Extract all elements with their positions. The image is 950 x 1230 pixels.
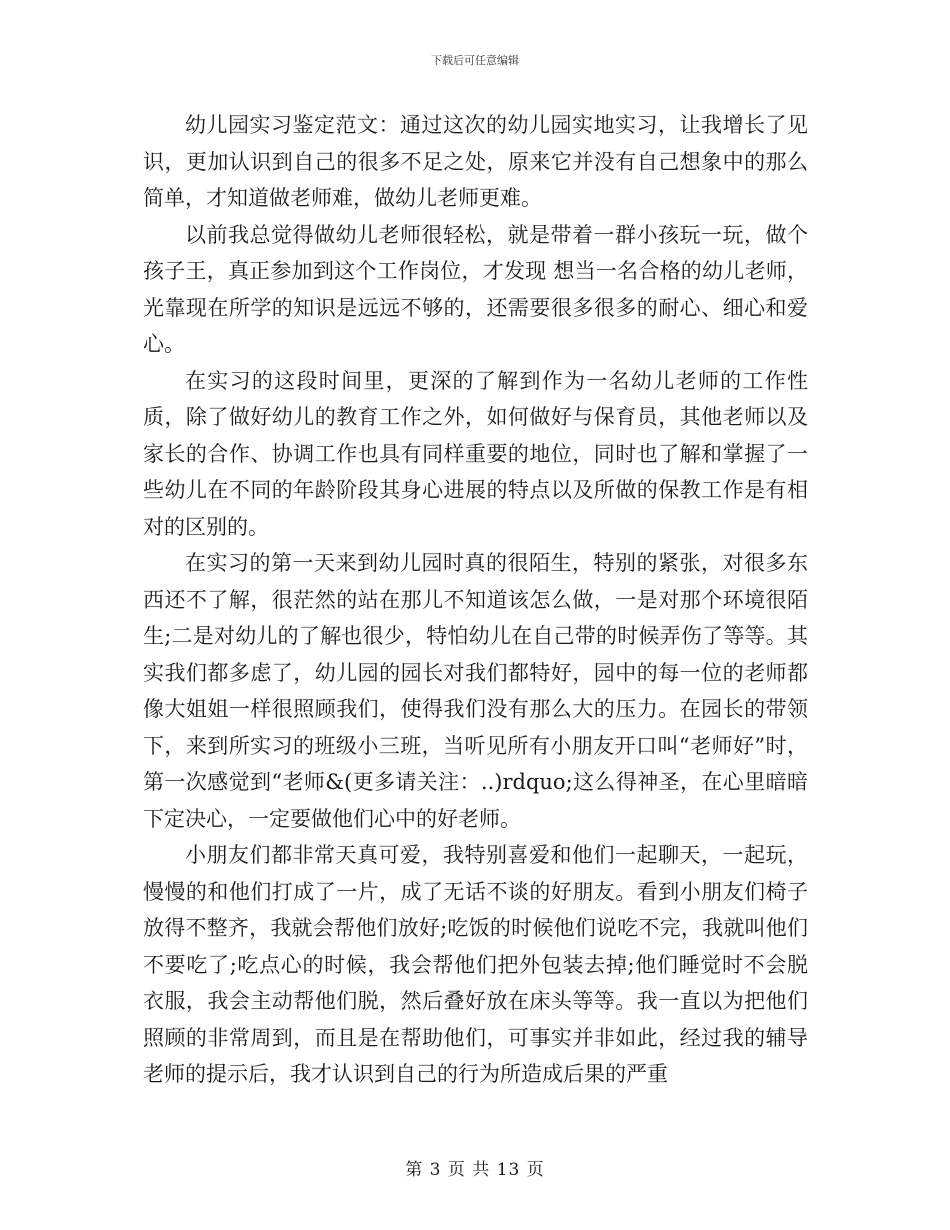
paragraph-2: 以前我总觉得做幼儿老师很轻松，就是带着一群小孩玩一玩，做个孩子王，真正参加到这个工作岗位，才发现 想当一名合格的幼儿老师，光靠现在所学的知识是远远不够的，还需要很多很多的耐心、细心和爱心。 xyxy=(143,222,808,356)
paragraph-3: 在实习的这段时间里，更深的了解到作为一名幼儿老师的工作性质，除了做好幼儿的教育工作之外，如何做好与保育员，其他老师以及家长的合作、协调工作也具有同样重要的地位，同时也了解和掌握了一些幼儿在不同的年龄阶段其身心进展的特点以及所做的保教工作是有相对的区别的。 xyxy=(143,368,808,539)
paragraph-1: 幼儿园实习鉴定范文：通过这次的幼儿园实地实习，让我增长了见识，更加认识到自己的很多不足之处，原来它并没有自己想象中的那么简单，才知道做老师难，做幼儿老师更难。 xyxy=(143,113,808,210)
page-number-footer: 第 3 页 共 13 页 xyxy=(405,1160,545,1180)
document-body xyxy=(143,107,808,1093)
page-header-note: 下载后可任意编辑 xyxy=(431,54,519,67)
paragraph-5: 小朋友们都非常天真可爱，我特别喜爱和他们一起聊天，一起玩，慢慢的和他们打成了一片，成了无话不谈的好朋友。看到小朋友们椅子放得不整齐，我就会帮他们放好;吃饭的时候他们说吃不完，我就叫他们不要吃了;吃点心的时候，我会帮他们把外包装去掉;他们睡觉时不会脱衣服，我会主动帮他们脱，然后叠好放在床头等等。我一直以为把他们照顾的非常周到，而且是在帮助他们，可事实并非如此，经过我的辅导老师的提示后，我才认识到自己的行为所造成后果的严重 xyxy=(143,843,808,1086)
paragraph-4: 在实习的第一天来到幼儿园时真的很陌生，特别的紧张，对很多东西还不了解，很茫然的站在那儿不知道该怎么做，一是对那个环境很陌生;二是对幼儿的了解也很少，特怕幼儿在自己带的时候弄伤了等等。其实我们都多虑了，幼儿园的园长对我们都特好，园中的每一位的老师都像大姐姐一样很照顾我们，使得我们没有那么大的压力。在园长的带领下，来到所实习的班级小三班，当听见所有小朋友开口叫“老师好”时，第一次感觉到“老师&(更多请关注：..)rdquo;这么得神圣，在心里暗暗下定决心，一定要做他们心中的好老师。 xyxy=(143,551,808,831)
